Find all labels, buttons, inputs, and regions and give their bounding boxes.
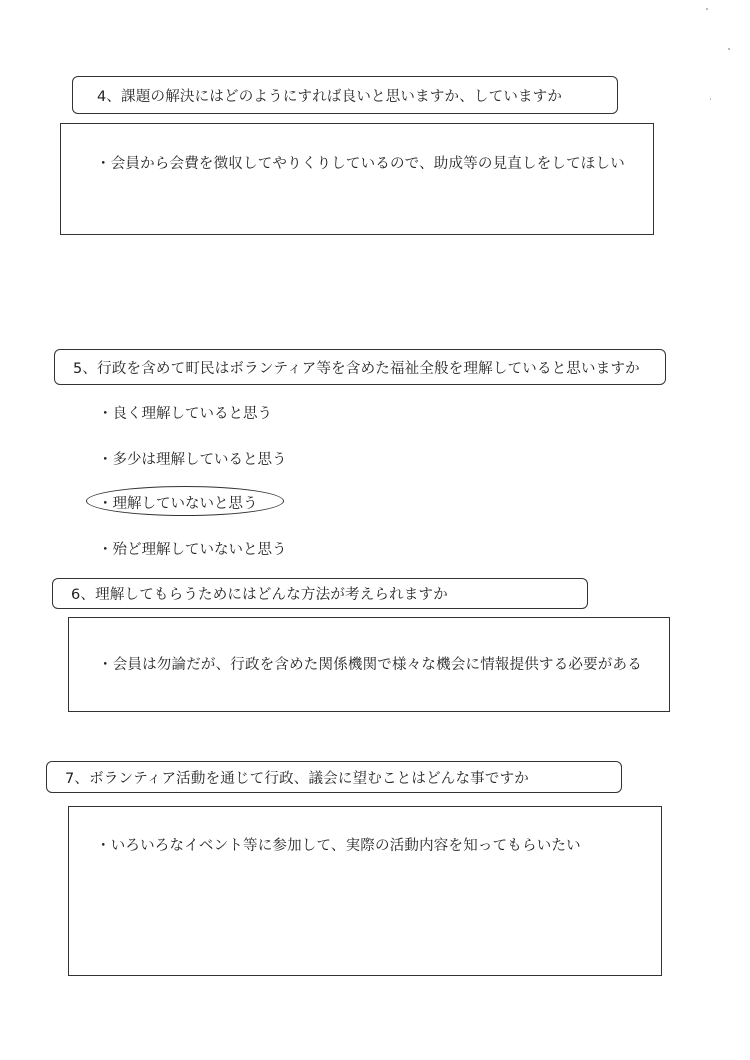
question-6-title: 6、理解してもらうためにはどんな方法が考えられますか	[52, 578, 588, 609]
scan-speck	[728, 48, 730, 50]
question-5-option-1: ・良く理解していると思う	[98, 406, 272, 422]
question-7-title: 7、ボランティア活動を通じて行政、議会に望むことはどんな事ですか	[46, 761, 622, 793]
question-5-option-4: ・殆ど理解していないと思う	[98, 542, 287, 558]
question-5-option-2: ・多少は理解していると思う	[98, 452, 287, 468]
question-5-title: 5、行政を含めて町民はボランティア等を含めた福祉全般を理解していると思いますか	[54, 349, 666, 385]
question-4-answer: ・会員から会費を徴収してやりくりしているので、助成等の見直しをしてほしい	[96, 156, 625, 172]
scan-speck	[710, 98, 711, 100]
question-6-answer: ・会員は勿論だが、行政を含めた関係機関で様々な機会に情報提供する必要がある	[98, 657, 642, 673]
scan-speck	[706, 8, 708, 10]
question-4-title: 4、課題の解決にはどのようにすれば良いと思いますか、していますか	[72, 76, 618, 114]
question-5-option-3-selected: ・理解していないと思う	[98, 496, 258, 512]
question-7-answer-box	[68, 806, 662, 976]
question-4-answer-box	[60, 123, 654, 235]
question-7-answer: ・いろいろなイベント等に参加して、実際の活動内容を知ってもらいたい	[96, 838, 581, 854]
